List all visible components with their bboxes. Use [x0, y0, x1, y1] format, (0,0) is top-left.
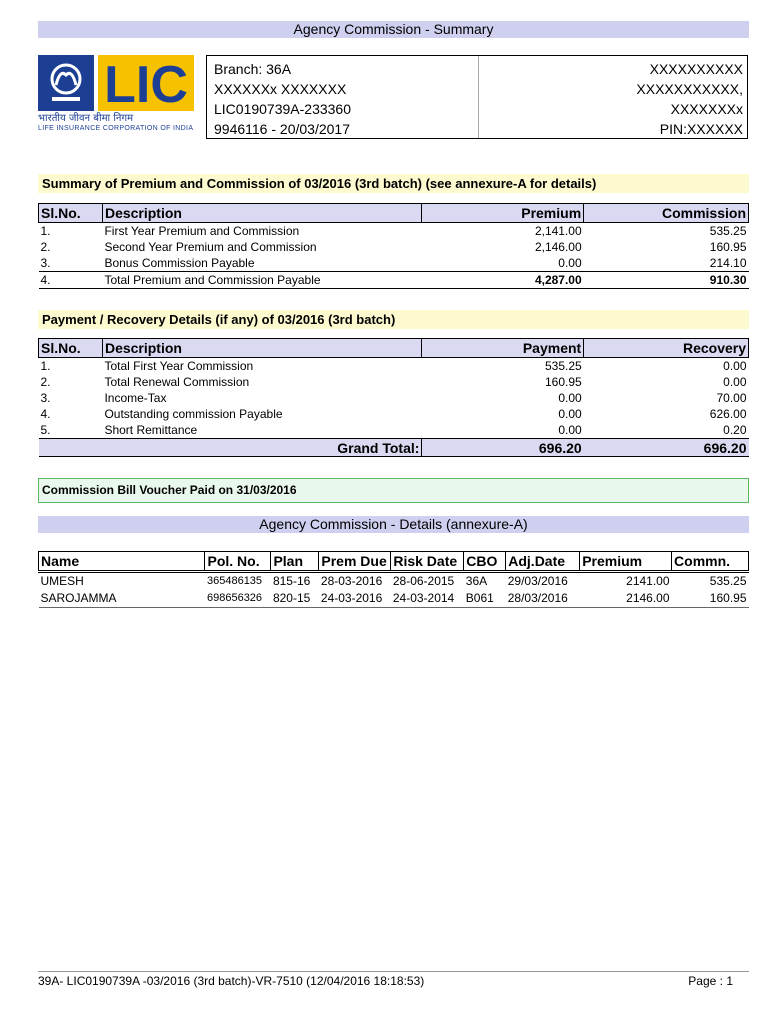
table-row: [39, 422, 749, 439]
cell: 28-06-2015: [392, 574, 455, 588]
col-slno: Sl.No.: [39, 204, 103, 223]
table-row: [39, 390, 749, 406]
summary-header-row: [39, 204, 749, 223]
col-adj-date: Adj.Date: [506, 552, 580, 572]
table-row: [39, 406, 749, 422]
cell: 2141.00: [626, 574, 670, 588]
branch-info: [207, 56, 478, 138]
address-line-3: XXXXXXXx: [670, 101, 743, 117]
summary-total-row: [39, 272, 749, 289]
cell: 0.00: [723, 359, 747, 373]
cell: 5.: [40, 423, 51, 437]
col-description: Description: [102, 204, 421, 223]
cell: Second Year Premium and Commission: [104, 240, 317, 254]
cell: SAROJAMMA: [39, 590, 205, 608]
col-name: Name: [39, 552, 205, 572]
grand-total-label: Grand Total:: [102, 439, 421, 457]
cell: 160.95: [672, 590, 749, 608]
cell: 1.: [40, 359, 51, 373]
cell: 0.20: [723, 423, 747, 437]
cell: 24-03-2016: [319, 590, 391, 608]
cell: 626.00: [709, 407, 747, 421]
page-title: Agency Commission - Summary: [38, 21, 749, 38]
cell: 535.25: [709, 224, 747, 238]
cell: 160.95: [709, 240, 747, 254]
logo-english: LIFE INSURANCE CORPORATION OF INDIA: [38, 125, 193, 131]
cell: 160.95: [545, 375, 582, 389]
cell: 0.00: [558, 423, 582, 437]
logo-text: LIC: [104, 56, 188, 114]
col-cbo: CBO: [464, 552, 506, 572]
cell: 820-15: [271, 590, 319, 608]
summary-table: [38, 203, 749, 289]
cell: 535.25: [709, 574, 747, 588]
grand-total-payment: 696.20: [422, 439, 584, 457]
grand-total-recovery: 696.20: [584, 439, 749, 457]
col-commn: Commn.: [672, 552, 749, 572]
cell: First Year Premium and Commission: [104, 224, 300, 238]
cell: 0.00: [558, 407, 582, 421]
address-line-1: XXXXXXXXXX: [649, 61, 743, 77]
col-description: Description: [102, 339, 421, 358]
cell: 28/03/2016: [506, 590, 580, 608]
cell: 815-16: [272, 574, 311, 588]
table-row: [39, 255, 749, 272]
cell: 698656326: [205, 590, 271, 608]
cell: 365486135: [206, 575, 263, 587]
cell: 2146.00: [580, 590, 672, 608]
table-row: [39, 572, 749, 591]
cell: 3.: [40, 256, 51, 270]
col-pol-no: Pol. No.: [205, 552, 271, 572]
agent-address-box: [206, 55, 748, 139]
details-header-row: [39, 552, 749, 572]
col-recovery: Recovery: [584, 339, 749, 358]
footer-reference: 39A- LIC0190739A -03/2016 (3rd batch)-VR-7510 (12/04/2016 18:18:53): [38, 974, 425, 988]
cell: Income-Tax: [104, 391, 167, 405]
total-premium: 4,287.00: [422, 272, 584, 289]
lic-logo-icon: [38, 55, 196, 131]
cell: B061: [464, 590, 506, 608]
table-row: [39, 358, 749, 375]
voucher-paid-note: Commission Bill Voucher Paid on 31/03/2016: [38, 478, 749, 503]
agent-code-line: LIC0190739A-233360: [214, 101, 352, 117]
page-footer: [38, 971, 749, 988]
col-risk-date: Risk Date: [391, 552, 464, 572]
cell: Total Renewal Commission: [104, 375, 250, 389]
cell: Total Premium and Commission Payable: [102, 272, 421, 289]
grand-total-row: [39, 439, 749, 457]
col-premium: Premium: [422, 204, 584, 223]
col-payment: Payment: [422, 339, 584, 358]
col-premium: Premium: [580, 552, 672, 572]
cell: 535.25: [545, 359, 582, 373]
table-row: [39, 223, 749, 240]
payment-title: Payment / Recovery Details (if any) of 03/2016 (3rd batch): [38, 310, 749, 329]
cell: 24-03-2014: [391, 590, 464, 608]
total-commission: 910.30: [584, 272, 749, 289]
table-row: [39, 374, 749, 390]
voucher-ref-line: 9946116 - 20/03/2017: [214, 121, 350, 137]
cell: Total First Year Commission: [104, 359, 254, 373]
cell: 0.00: [723, 375, 747, 389]
cell: 2.: [40, 240, 51, 254]
cell: 0.00: [558, 391, 582, 405]
cell: 1.: [40, 224, 51, 238]
col-slno: Sl.No.: [39, 339, 103, 358]
summary-title: Summary of Premium and Commission of 03/2016 (3rd batch) (see annexure-A for details): [38, 174, 749, 193]
table-row: [39, 239, 749, 255]
pin-line: PIN:XXXXXX: [659, 121, 743, 137]
lic-logo: [38, 55, 196, 131]
cell: 36A: [465, 574, 488, 588]
cell: 4.: [40, 407, 51, 421]
cell: 214.10: [709, 256, 747, 270]
payment-header-row: [39, 339, 749, 358]
cell: 29/03/2016: [507, 574, 568, 588]
cell: 28-03-2016: [320, 574, 383, 588]
cell: 2.: [40, 375, 51, 389]
cell: Bonus Commission Payable: [104, 256, 255, 270]
cell: Short Remittance: [104, 423, 198, 437]
cell: 2,146.00: [534, 240, 582, 254]
col-commission: Commission: [584, 204, 749, 223]
agent-name-line: XXXXXXx XXXXXXX: [214, 81, 347, 97]
cell: [39, 439, 103, 457]
cell: 70.00: [716, 391, 747, 405]
logo-hindi: भारतीय जीवन बीमा निगम: [38, 113, 134, 124]
cell: 3.: [40, 391, 51, 405]
address-info: [478, 56, 747, 138]
details-title: Agency Commission - Details (annexure-A): [38, 516, 749, 533]
table-row: [39, 590, 749, 608]
col-prem-due: Prem Due: [319, 552, 391, 572]
cell: 0.00: [558, 256, 582, 270]
cell: 2,141.00: [534, 224, 582, 238]
col-plan: Plan: [271, 552, 319, 572]
address-line-2: XXXXXXXXXXX,: [636, 81, 743, 97]
payment-table: [38, 338, 749, 457]
cell: 4.: [39, 272, 103, 289]
cell: UMESH: [40, 574, 84, 588]
cell: Outstanding commission Payable: [104, 407, 283, 421]
page-number: Page : 1: [688, 974, 733, 988]
branch-line: Branch: 36A: [214, 61, 292, 77]
details-table: [38, 551, 749, 608]
